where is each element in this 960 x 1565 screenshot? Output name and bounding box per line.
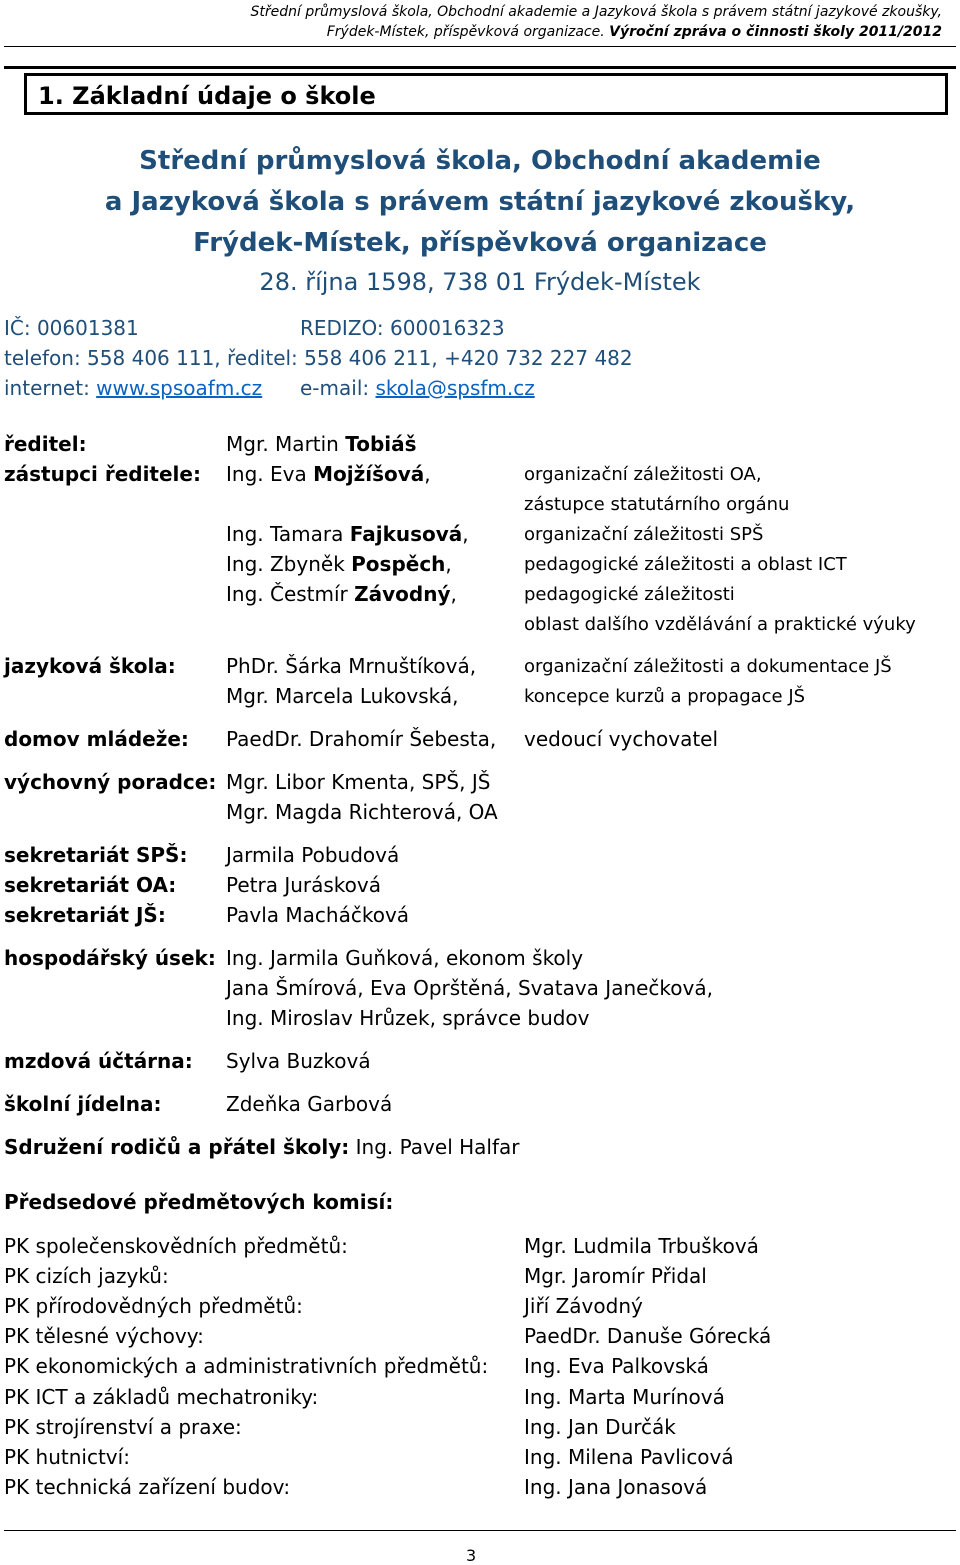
language-school-label: jazyková škola:: [4, 654, 176, 678]
dorm-role: vedoucí vychovatel: [524, 727, 719, 751]
advisor-name: Mgr. Magda Richterová, OA: [226, 800, 498, 824]
economic-staff: Ing. Miroslav Hrůzek, správce budov: [226, 1006, 590, 1030]
dorm-label: domov mládeže:: [4, 727, 189, 751]
secretariat-label: sekretariát OA:: [4, 873, 177, 897]
director-label: ředitel:: [4, 432, 87, 456]
parents-name: Ing. Pavel Halfar: [355, 1135, 520, 1159]
school-address: 28. října 1598, 738 01 Frýdek-Místek: [259, 268, 701, 296]
economic-label: hospodářský úsek:: [4, 946, 216, 970]
secretariat-name: Petra Jurásková: [226, 873, 381, 897]
canteen-label: školní jídelna:: [4, 1092, 162, 1116]
economic-staff: Jana Šmírová, Eva Oprštěná, Svatava Janečková,: [226, 976, 713, 1000]
committee-chair: Mgr. Jaromír Přidal: [524, 1264, 707, 1288]
payroll-name: Sylva Buzková: [226, 1049, 371, 1073]
committee-name: PK tělesné výchovy:: [4, 1324, 204, 1348]
header-rule-thick: [4, 66, 956, 69]
committee-name: PK ekonomických a administrativních předmětů:: [4, 1354, 489, 1378]
economic-staff: Ing. Jarmila Guňková, ekonom školy: [226, 946, 584, 970]
email-row: [300, 376, 535, 400]
deputy-name: Ing. Zbyněk Pospěch,: [226, 552, 452, 576]
committee-chair: Ing. Eva Palkovská: [524, 1354, 709, 1378]
deputy-role: organizační záležitosti SPŠ: [524, 524, 764, 545]
page-number: 3: [466, 1546, 477, 1565]
secretariat-label: sekretariát JŠ:: [4, 903, 166, 927]
deputy-name: Ing. Tamara Fajkusová,: [226, 522, 469, 546]
language-staff-role: organizační záležitosti a dokumentace JŠ: [524, 656, 892, 677]
deputy-role: pedagogické záležitosti a oblast ICT: [524, 554, 847, 575]
secretariat-name: Jarmila Pobudová: [226, 843, 400, 867]
committee-chair: Mgr. Ludmila Trbušková: [524, 1234, 759, 1258]
parents-label: Sdružení rodičů a přátel školy:: [4, 1135, 350, 1159]
committee-name: PK hutnictví:: [4, 1445, 130, 1469]
committee-name: PK společenskovědních předmětů:: [4, 1234, 348, 1258]
deputy-role: organizační záležitosti OA,: [524, 464, 762, 485]
committee-chair: Jiří Závodný: [524, 1294, 643, 1318]
deputy-name: Ing. Eva Mojžíšová,: [226, 462, 431, 486]
deputy-role: zástupce statutárního orgánu: [524, 494, 790, 515]
phone-numbers: telefon: 558 406 111, ředitel: 558 406 211, +420 732 227 482: [4, 346, 633, 370]
language-staff-name: Mgr. Marcela Lukovská,: [226, 684, 459, 708]
committees-heading: Předsedové předmětových komisí:: [4, 1190, 394, 1214]
ic-number: IČ: 00601381: [4, 316, 139, 340]
advisor-label: výchovný poradce:: [4, 770, 217, 794]
header-line-1: Střední průmyslová škola, Obchodní akademie a Jazyková škola s právem státní jazykové zkoušky,: [250, 4, 942, 20]
director-name: [226, 432, 417, 456]
committee-name: PK ICT a základů mechatroniky:: [4, 1385, 319, 1409]
payroll-label: mzdová účtárna:: [4, 1049, 193, 1073]
section-title: 1. Základní údaje o škole: [38, 82, 376, 110]
language-staff-role: koncepce kurzů a propagace JŠ: [524, 686, 806, 707]
deputies-label: zástupci ředitele:: [4, 462, 201, 486]
deputy-name: Ing. Čestmír Závodný,: [226, 582, 457, 606]
header-org: Frýdek-Místek, příspěvková organizace.: [326, 24, 605, 40]
committee-chair: Ing. Milena Pavlicová: [524, 1445, 734, 1469]
director-surname: Tobiáš: [345, 432, 417, 456]
email-link[interactable]: skola@spsfm.cz: [375, 376, 535, 400]
language-staff-name: PhDr. Šárka Mrnuštíková,: [226, 654, 477, 678]
committee-name: PK technická zařízení budov:: [4, 1475, 291, 1499]
header-report-title: Výroční zpráva o činnosti školy 2011/2012: [609, 24, 942, 40]
parents-association: [4, 1135, 519, 1159]
school-name-line-1: Střední průmyslová škola, Obchodní akademie: [139, 146, 821, 176]
header-rule: [4, 46, 956, 47]
canteen-name: Zdeňka Garbová: [226, 1092, 393, 1116]
dorm-name: PaedDr. Drahomír Šebesta,: [226, 727, 497, 751]
committee-chair: Ing. Jan Durčák: [524, 1415, 676, 1439]
email-label: e-mail:: [300, 376, 370, 400]
deputy-role: oblast dalšího vzdělávání a praktické výuky: [524, 614, 916, 635]
header-line-2: [327, 22, 942, 42]
committee-name: PK strojírenství a praxe:: [4, 1415, 242, 1439]
internet-label: internet:: [4, 376, 90, 400]
school-name-line-3: Frýdek-Místek, příspěvková organizace: [193, 228, 767, 258]
advisor-name: Mgr. Libor Kmenta, SPŠ, JŠ: [226, 770, 491, 794]
committee-chair: Ing. Marta Murínová: [524, 1385, 725, 1409]
committee-chair: Ing. Jana Jonasová: [524, 1475, 708, 1499]
website-link[interactable]: www.spsoafm.cz: [96, 376, 263, 400]
committee-name: PK přírodovědných předmětů:: [4, 1294, 303, 1318]
redizo-number: REDIZO: 600016323: [300, 316, 505, 340]
internet-row: [4, 376, 262, 400]
secretariat-name: Pavla Macháčková: [226, 903, 410, 927]
committee-name: PK cizích jazyků:: [4, 1264, 169, 1288]
committee-chair: PaedDr. Danuše Górecká: [524, 1324, 772, 1348]
footer-rule: [4, 1530, 956, 1531]
school-name-line-2: a Jazyková škola s právem státní jazykové zkoušky,: [104, 187, 856, 217]
secretariat-label: sekretariát SPŠ:: [4, 843, 188, 867]
deputy-role: pedagogické záležitosti: [524, 584, 735, 605]
director-title: Mgr. Martin: [226, 432, 339, 456]
